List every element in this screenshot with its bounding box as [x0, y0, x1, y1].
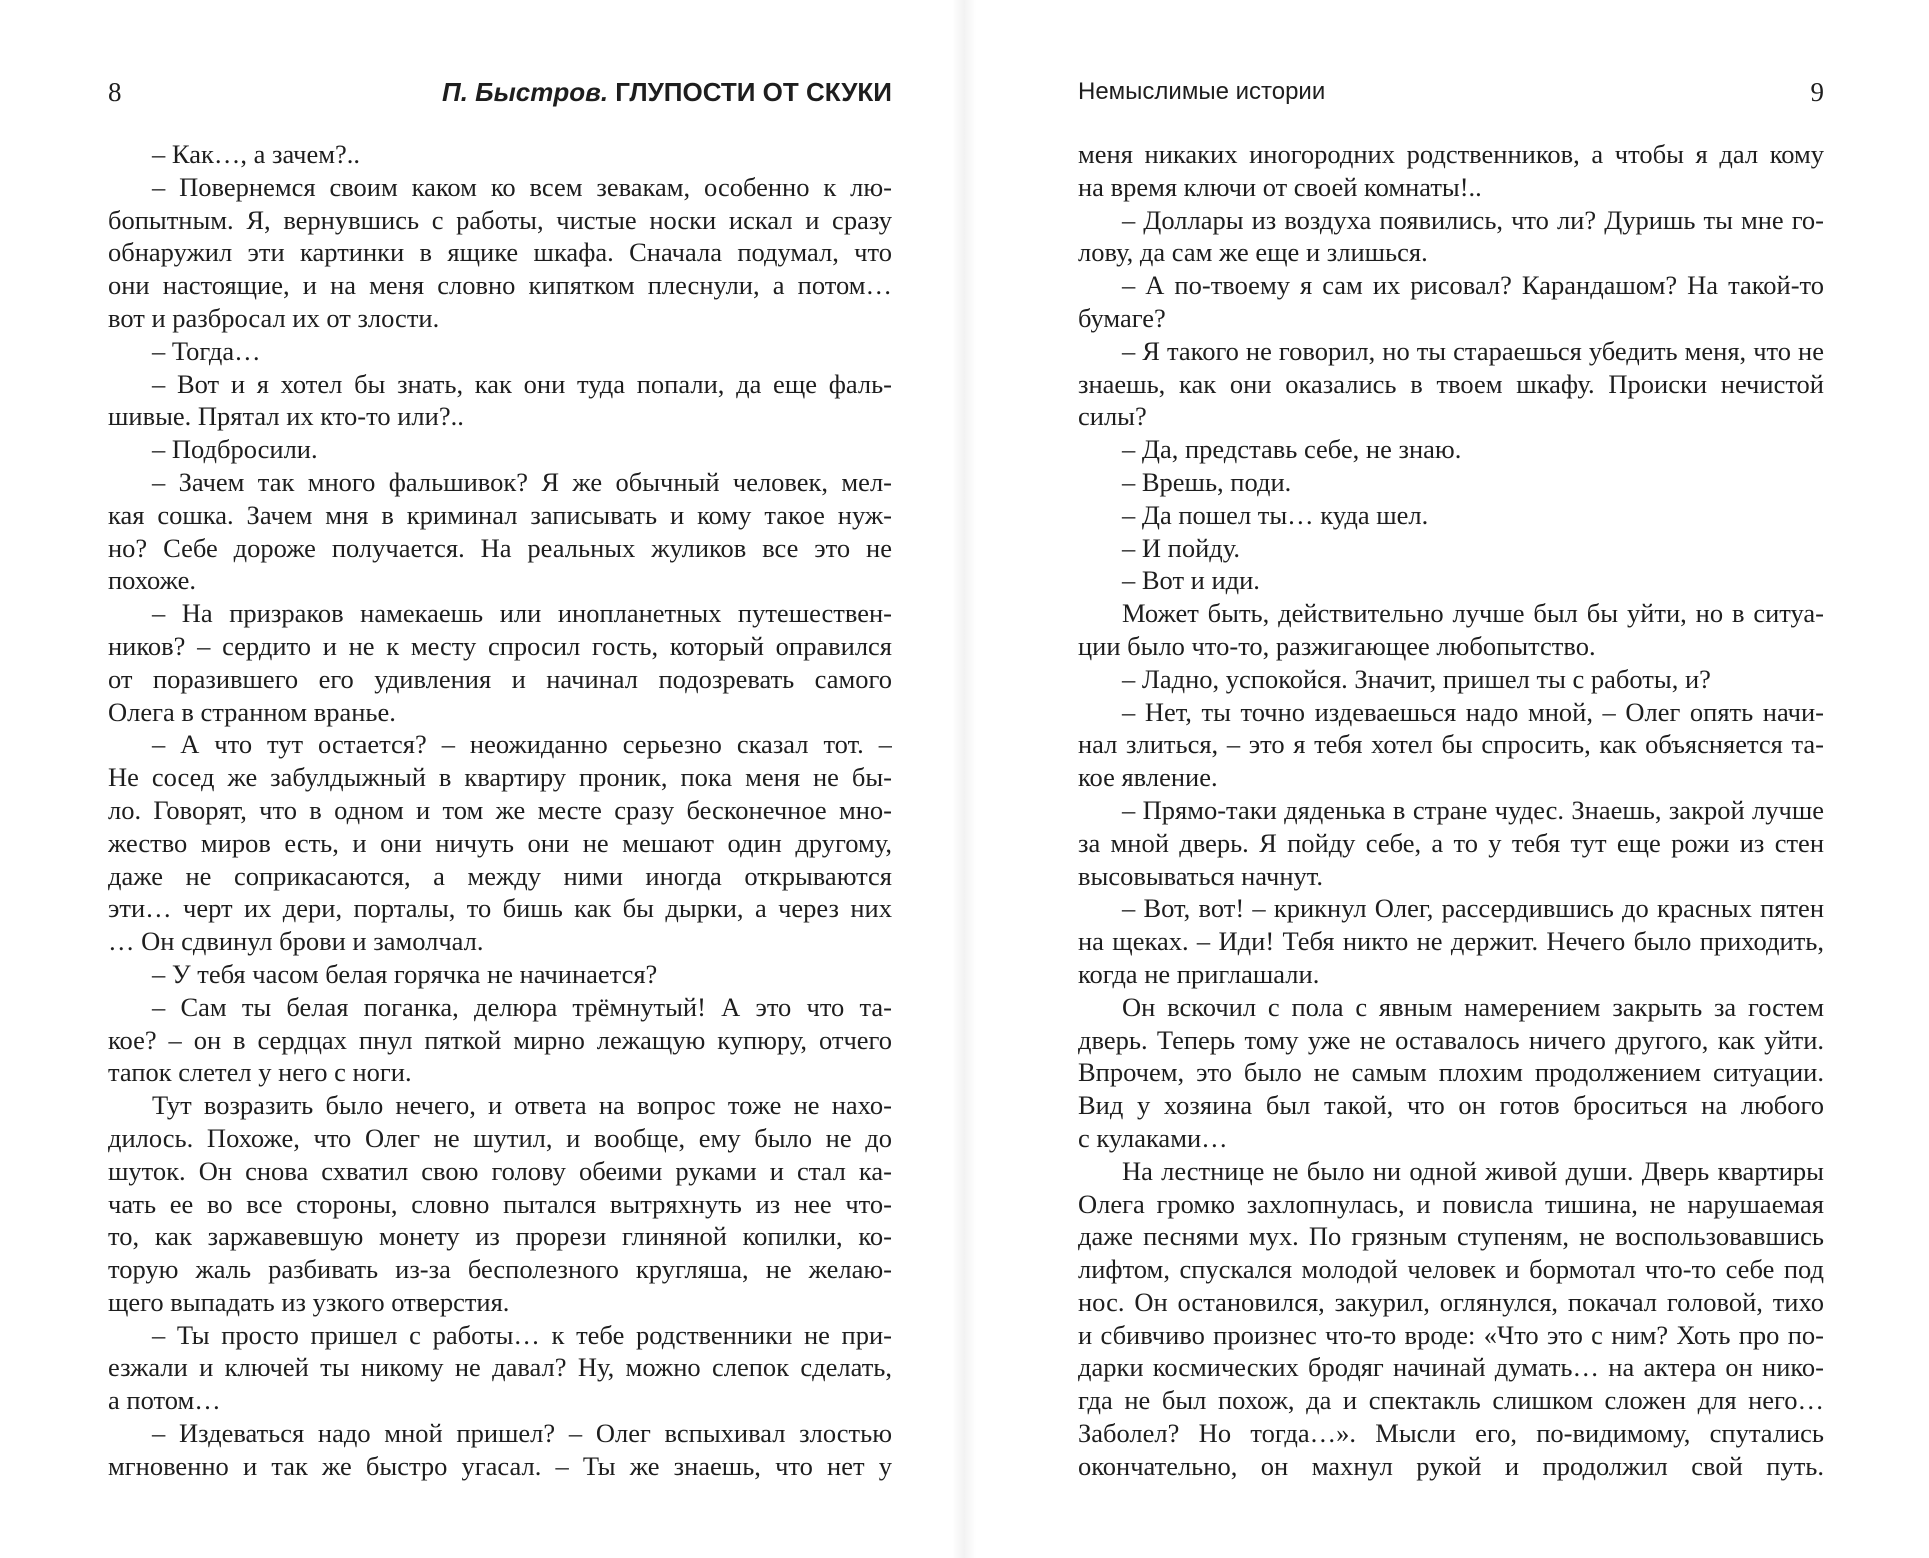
text-line: гда не был похож, да и спектакль слишком сложен для него…	[1078, 1385, 1824, 1416]
text-line: на щеках. – Иди! Тебя никто не держит. Нечего было приходить,	[1078, 926, 1824, 957]
text-line: – Сам ты белая поганка, делюра трёмнутый! А это что та-	[152, 991, 892, 1022]
text-line: – Зачем так много фальшивок? Я же обычный человек, мел-	[152, 466, 892, 497]
text-line: Олега громко захлопнулась, и повисла тишина, не нарушаемая	[1078, 1188, 1824, 1219]
text-line: дверь. Теперь тому уже не оставалось ничего другого, как уйти.	[1078, 1024, 1824, 1055]
text-line: похоже.	[108, 565, 196, 596]
text-line: – Вот, вот! – крикнул Олег, рассердившись до красных пятен	[1122, 893, 1824, 924]
right-page	[964, 0, 1929, 1558]
text-line: даже песнями мух. По грязным ступеням, не воспользовавшись	[1078, 1221, 1824, 1252]
text-line: нос. Он остановился, закурил, оглянулся, покачал головой, тихо	[1078, 1286, 1824, 1317]
text-line: кое? – он в сердцах пнул пяткой мирно лежащую купюру, отчего	[108, 1024, 892, 1055]
text-line: – Доллары из воздуха появились, что ли? Дуришь ты мне го-	[1122, 204, 1824, 235]
text-line: они настоящие, и на меня словно кипятком плеснули, а потом…	[108, 270, 892, 301]
text-line: лову, да сам же еще и злишься.	[1078, 237, 1428, 268]
text-line: меня никаких иногородних родственников, а чтобы я дал кому	[1078, 139, 1824, 169]
text-line: а потом…	[108, 1385, 221, 1416]
text-line: тапок слетел у него с ноги.	[108, 1057, 412, 1088]
text-line: – Вот и иди.	[1122, 565, 1260, 596]
text-line: – А что тут остается? – неожиданно серьезно сказал тот. –	[152, 729, 892, 760]
text-line: – И пойду.	[1122, 532, 1240, 563]
text-line: торую жаль разбивать из-за бесполезного кругляша, не желаю-	[108, 1254, 892, 1285]
text-line: – Подбросили.	[152, 434, 318, 465]
text-line: – А по-твоему я сам их рисовал? Карандашом? На такой-то	[1122, 270, 1824, 301]
text-line: ло. Говорят, что в одном и том же месте сразу бесконечное мно-	[108, 794, 892, 825]
text-line: силы?	[1078, 401, 1147, 432]
text-line: чать ее во все стороны, словно пытался вытряхнуть из нее что-	[108, 1188, 892, 1219]
text-line: вот и разбросал их от злости.	[108, 302, 440, 333]
running-head-book-title: ГЛУПОСТИ ОТ СКУКИ	[615, 77, 892, 107]
text-line: обнаружил эти картинки в ящике шкафа. Сначала подумал, что	[108, 237, 892, 268]
text-line: – Нет, ты точно издеваешься надо мной, – Олег опять начи-	[1122, 696, 1824, 727]
right-page-number: 9	[1810, 77, 1824, 107]
text-line: ции было что-то, разжигающее любопытство.	[1078, 630, 1596, 661]
text-line: Тут возразить было нечего, и ответа на вопрос тоже не нахо-	[152, 1090, 892, 1121]
left-page-header	[108, 72, 892, 112]
text-line: Впрочем, это было не самым плохим продолжением ситуации.	[1078, 1057, 1824, 1088]
text-line: Может быть, действительно лучше был бы уйти, но в ситуа-	[1122, 598, 1824, 629]
text-line: – Да, представь себе, не знаю.	[1122, 434, 1462, 465]
text-line: щего выпадать из узкого отверстия.	[108, 1286, 510, 1317]
text-line: – Издеваться надо мной пришел? – Олег вспыхивал злостью	[152, 1418, 892, 1449]
text-line: за мной дверь. Я пойду себе, а то у тебя тут еще рожи из стен	[1078, 827, 1824, 858]
text-line: от поразившего его удивления и начинал подозревать самого	[108, 663, 892, 694]
text-line: и сбивчиво произнес что-то вроде: «Что это с ним? Хоть про по-	[1078, 1319, 1824, 1350]
text-line: кое явление.	[1078, 762, 1218, 793]
text-line: ников? – сердито и не к месту спросил гость, который оправился	[108, 630, 892, 661]
running-head-author: П. Быстров.	[442, 77, 609, 107]
text-line: шуток. Он снова схватил свою голову обеими руками и стал ка-	[108, 1155, 892, 1186]
text-line: Не сосед же забулдыжный в квартиру проник, пока меня не бы-	[108, 762, 892, 793]
text-line: Олега в странном вранье.	[108, 696, 396, 727]
text-line: даже не соприкасаются, а между ними иногда открываются	[108, 860, 892, 891]
text-line: – Ты просто пришел с работы… к тебе родственники не при-	[152, 1319, 892, 1350]
text-line: – Да пошел ты… куда шел.	[1122, 499, 1429, 530]
text-line: езжали и ключей ты никому не давал? Ну, можно слепок сделать,	[108, 1352, 892, 1383]
text-line: эти… черт их дери, порталы, то бишь как бы дырки, а через них	[108, 893, 892, 924]
text-line: жество миров есть, и они ничуть они не мешают один другому,	[108, 827, 892, 858]
text-line: мгновенно и так же быстро угасал. – Ты же знаешь, что нет у	[108, 1450, 892, 1481]
text-line: дарки космических бродяг начинай думать… на актера он нико-	[1078, 1352, 1824, 1383]
text-line: – Врешь, поди.	[1122, 466, 1292, 497]
text-line: с кулаками…	[1078, 1122, 1228, 1153]
text-line: Заболел? Но тогда…». Мысли его, по-видимому, спутались	[1078, 1418, 1824, 1449]
text-line: нал злиться, – это я тебя хотел бы спросить, как объясняется та-	[1078, 729, 1824, 760]
text-line: на время ключи от своей комнаты!..	[1078, 171, 1482, 202]
text-line: когда не приглашали.	[1078, 958, 1320, 989]
text-line: бопытным. Я, вернувшись с работы, чистые носки искал и сразу	[108, 204, 892, 235]
text-line: – Ладно, успокойся. Значит, пришел ты с работы, и?	[1122, 663, 1711, 694]
text-line: – На призраков намекаешь или инопланетных путешествен-	[152, 598, 892, 629]
text-line: – Как…, а зачем?..	[152, 139, 361, 169]
text-line: – Прямо-таки дяденька в стране чудес. Знаешь, закрой лучше	[1122, 794, 1824, 825]
text-line: – Повернемся своим каком ко всем зевакам, особенно к лю-	[152, 171, 892, 202]
left-page-number: 8	[108, 77, 122, 107]
running-head-section-title: Немыслимые истории	[1078, 78, 1326, 105]
right-page-text	[1078, 138, 1824, 1483]
text-line: лифтом, спускался молодой человек и бормотал что-то себе под	[1078, 1254, 1824, 1285]
text-line: – Я такого не говорил, но ты стараешься убедить меня, что не	[1122, 335, 1824, 366]
text-line: но? Себе дороже получается. На реальных жуликов все это не	[108, 532, 892, 563]
text-line: то, как заржавевшую монету из прорези глиняной копилки, ко-	[108, 1221, 892, 1252]
text-line: – Вот и я хотел бы знать, как они туда попали, да еще фаль-	[152, 368, 892, 399]
left-page-text	[108, 138, 892, 1483]
text-line: дилось. Похоже, что Олег не шутил, и вообще, ему было не до	[108, 1122, 892, 1153]
text-line: шивые. Прятал их кто-то или?..	[108, 401, 464, 432]
text-line: – Тогда…	[152, 335, 261, 366]
running-head-left	[442, 72, 892, 112]
text-line: знаешь, как они оказались в твоем шкафу. Происки нечистой	[1078, 368, 1824, 399]
text-line: Вид у хозяина был такой, что он готов броситься на любого	[1078, 1090, 1824, 1121]
text-line: окончательно, он махнул рукой и продолжил свой путь.	[1078, 1450, 1824, 1481]
text-line: Он вскочил с пола с явным намерением закрыть за гостем	[1122, 991, 1824, 1022]
book-gutter-shadow	[952, 0, 976, 1558]
text-line: бумаге?	[1078, 302, 1166, 333]
text-line: кая сошка. Зачем мня в криминал записывать и кому такое нуж-	[108, 499, 892, 530]
left-page	[0, 0, 964, 1558]
text-line: … Он сдвинул брови и замолчал.	[108, 926, 484, 957]
text-line: На лестнице не было ни одной живой души. Дверь квартиры	[1122, 1155, 1824, 1186]
right-page-header	[1078, 72, 1824, 112]
text-line: – У тебя часом белая горячка не начинается?	[152, 958, 658, 989]
text-line: высовываться начнут.	[1078, 860, 1323, 891]
